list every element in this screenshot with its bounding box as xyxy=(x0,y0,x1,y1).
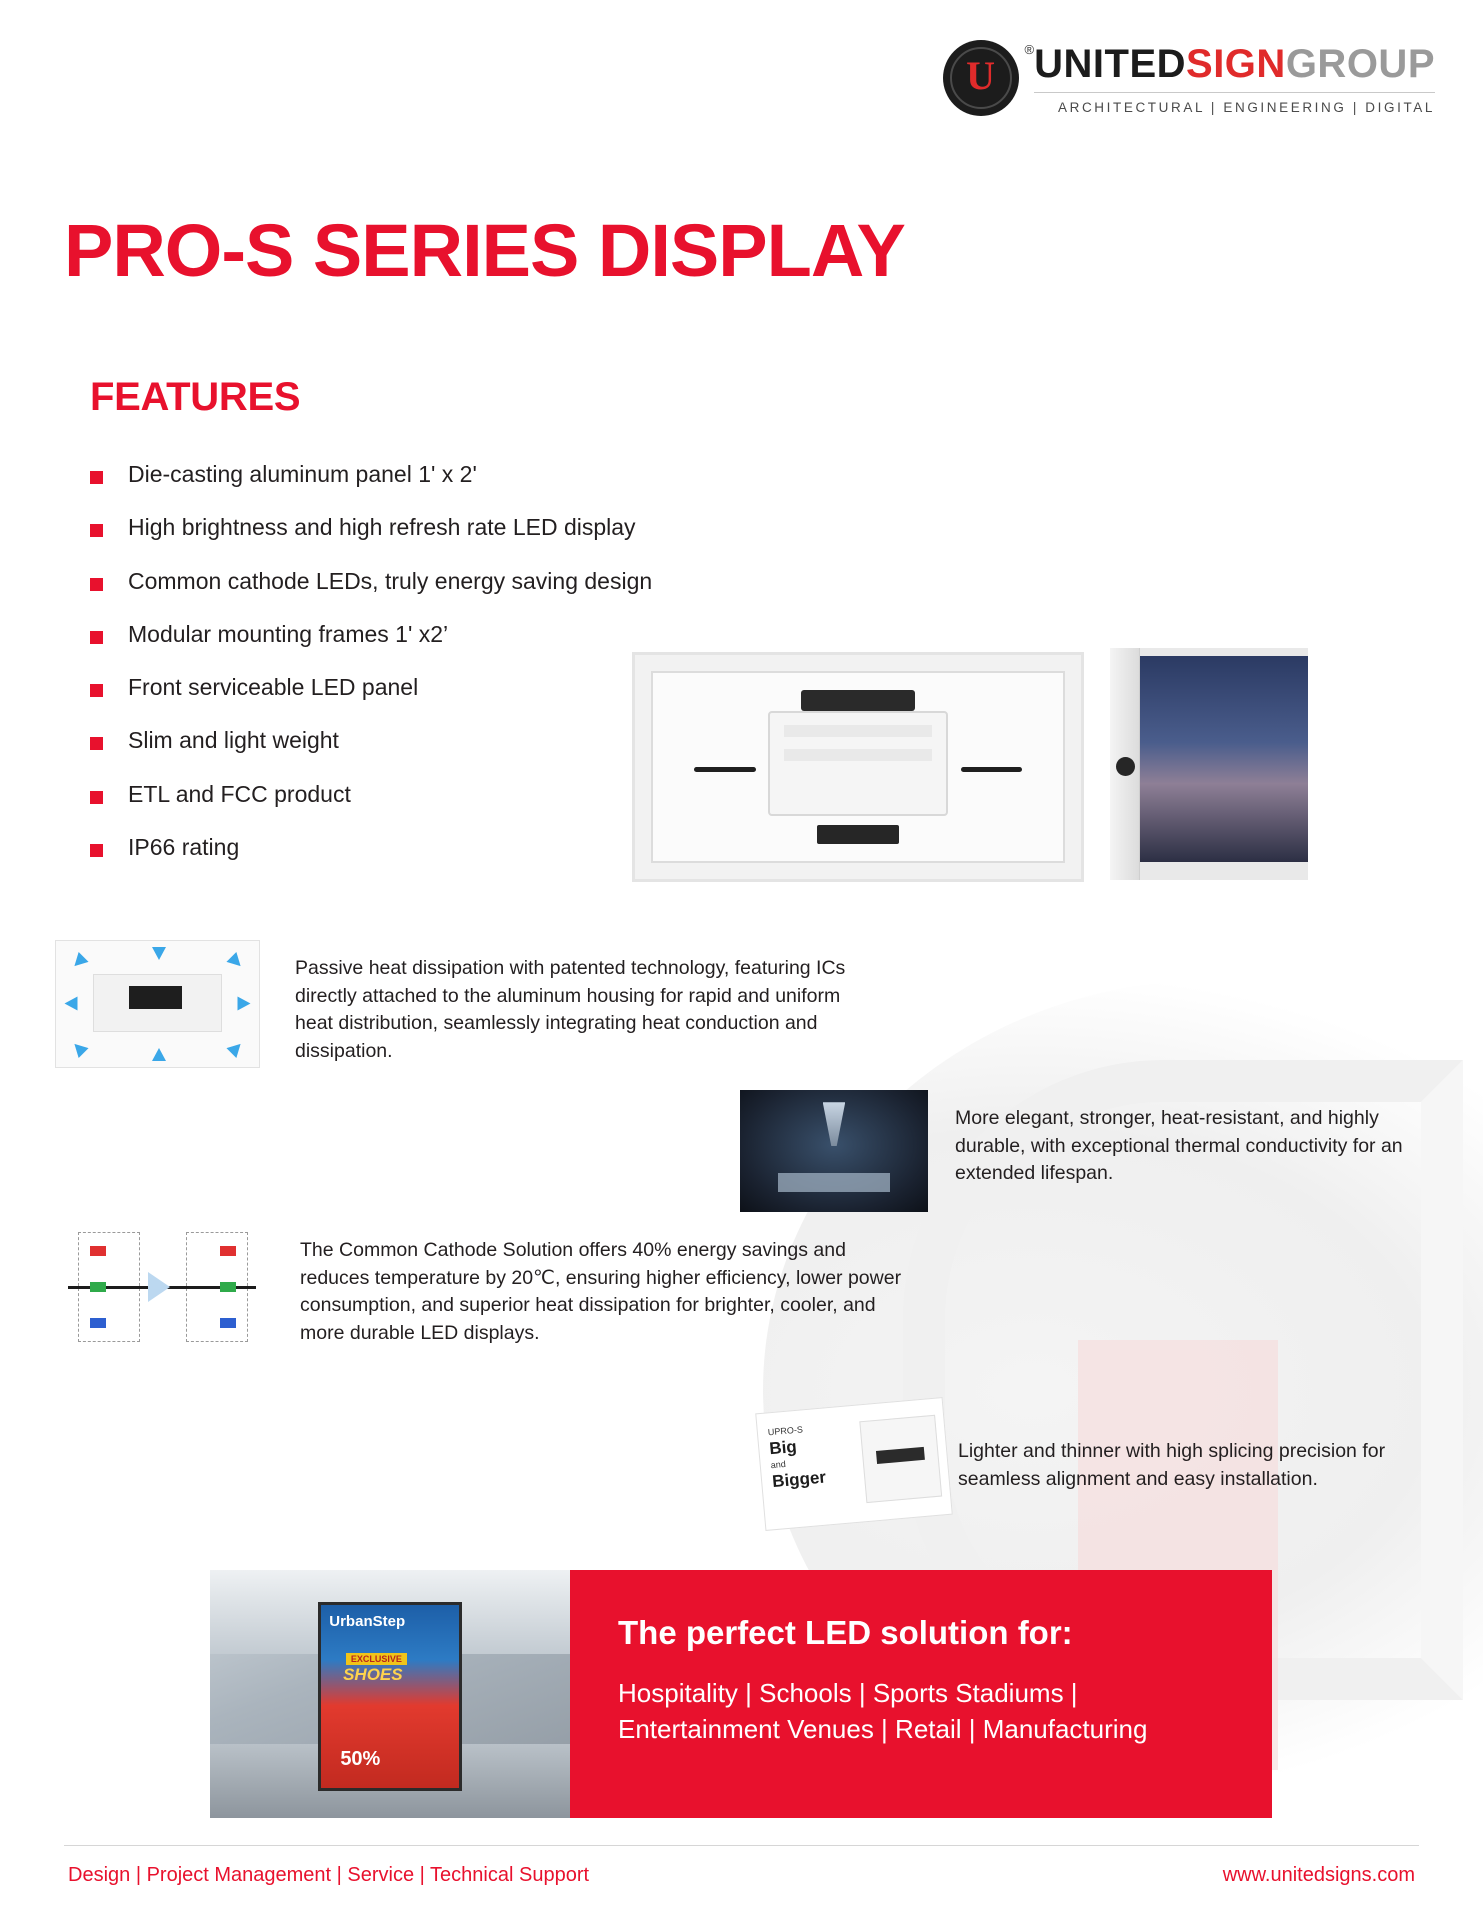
aluminum-plate xyxy=(778,1173,891,1193)
brand-header xyxy=(943,40,1435,116)
square-bullet-icon xyxy=(90,791,103,804)
panel-mount-point xyxy=(1116,757,1135,776)
heat-arrow-icon xyxy=(65,997,78,1011)
brand-tagline: ARCHITECTURAL | ENGINEERING | DIGITAL xyxy=(1034,92,1435,115)
list-item xyxy=(90,782,652,807)
heat-dissipation-description: Passive heat dissipation with patented technology, featuring ICs directly attached to the aluminum housing for rapid and uniform heat distribution, seamlessly integrating heat conduction and dissipation. xyxy=(295,957,846,1063)
feature-label: Die-casting aluminum panel 1' x 2' xyxy=(128,461,477,487)
square-bullet-icon xyxy=(90,578,103,591)
ad-brand-label: UrbanStep xyxy=(329,1612,406,1630)
solution-banner xyxy=(210,1570,1272,1818)
heat-arrow-icon xyxy=(226,1039,245,1058)
common-cathode-diagram xyxy=(68,1232,256,1342)
splicing-precision-photo xyxy=(755,1397,953,1531)
splice-label-and: and xyxy=(770,1458,787,1470)
panel-receiving-card xyxy=(801,690,916,711)
feature-label: ETL and FCC product xyxy=(128,780,351,807)
thermal-conductivity-description: More elegant, stronger, heat-resistant, and highly durable, with exceptional thermal conductivity for an extended lifespan. xyxy=(955,1107,1403,1185)
splice-label-small: UPRO-S xyxy=(767,1424,804,1438)
brand-name-part1: UNITED xyxy=(1034,42,1187,86)
panel-cable-right xyxy=(961,767,1023,772)
feature-label: Front serviceable LED panel xyxy=(128,674,419,701)
list-item xyxy=(90,462,652,487)
splicing-description: Lighter and thinner with high splicing precision for seamless alignment and easy installation. xyxy=(958,1440,1386,1490)
feature-label: Slim and light weight xyxy=(128,727,339,754)
page-title: PRO-S SERIES DISPLAY xyxy=(64,209,905,292)
solution-line-1: Hospitality | Schools | Sports Stadiums | xyxy=(618,1678,1078,1708)
led-red-icon xyxy=(220,1246,236,1256)
led-green-icon xyxy=(90,1282,106,1292)
feature-label: High brightness and high refresh rate LED display xyxy=(128,514,636,541)
feature-label: Common cathode LEDs, truly energy saving design xyxy=(128,567,653,594)
led-green-icon xyxy=(220,1282,236,1292)
heat-chip xyxy=(129,986,182,1009)
splice-label-big2: Bigger xyxy=(771,1467,827,1491)
splice-panel-rear xyxy=(859,1415,942,1503)
led-panel-rear-photo xyxy=(632,652,1084,882)
footer-divider xyxy=(64,1845,1419,1846)
list-item xyxy=(90,622,652,647)
square-bullet-icon xyxy=(90,844,103,857)
footer-website[interactable]: www.unitedsigns.com xyxy=(1222,1864,1415,1886)
brand-text xyxy=(1034,40,1435,115)
panel-cable-left xyxy=(694,767,756,772)
heat-arrow-icon xyxy=(69,952,88,971)
square-bullet-icon xyxy=(90,631,103,644)
solution-heading: The perfect LED solution for: xyxy=(618,1614,1073,1651)
features-heading: FEATURES xyxy=(90,375,301,419)
list-item xyxy=(90,515,652,540)
list-item xyxy=(90,835,652,860)
mall-led-screen xyxy=(318,1602,462,1790)
brand-name-part3: GROUP xyxy=(1285,42,1435,86)
features-list xyxy=(90,462,652,888)
logo-mark-icon xyxy=(943,40,1019,116)
cathode-arrow-icon xyxy=(148,1272,170,1302)
led-panel-angle-photo xyxy=(1110,648,1308,880)
heat-arrow-icon xyxy=(152,1048,166,1061)
led-red-icon xyxy=(90,1246,106,1256)
splice-label-big1: Big xyxy=(768,1437,798,1459)
common-cathode-description: The Common Cathode Solution offers 40% energy savings and reduces temperature by 20℃, ensuring higher efficiency, lower power consumption, and superior heat dissipation for brighter, cooler, and more durable LED displays. xyxy=(300,1239,902,1345)
footer-services: Design | Project Management | Service | Technical Support xyxy=(68,1864,590,1886)
heat-arrow-icon xyxy=(152,947,166,960)
feature-label: IP66 rating xyxy=(128,834,240,861)
registered-trademark-icon: ® xyxy=(1024,42,1035,57)
heat-arrow-icon xyxy=(238,997,251,1011)
splice-photo-label xyxy=(767,1423,826,1492)
heat-arrow-icon xyxy=(226,952,245,971)
panel-connector-block xyxy=(817,825,899,844)
thermal-conductivity-photo xyxy=(740,1090,928,1212)
ad-tag-label: EXCLUSIVE xyxy=(346,1653,407,1665)
mall-installation-photo xyxy=(210,1570,570,1818)
solution-banner-text xyxy=(570,1570,1272,1818)
led-blue-icon xyxy=(220,1318,236,1328)
square-bullet-icon xyxy=(90,524,103,537)
panel-power-module xyxy=(768,711,948,816)
ad-discount-label: 50% xyxy=(340,1748,381,1771)
brand-name-part2: SIGN xyxy=(1186,42,1286,86)
list-item xyxy=(90,728,652,753)
square-bullet-icon xyxy=(90,471,103,484)
machining-tool xyxy=(823,1102,846,1146)
ad-headline-label: SHOES xyxy=(343,1665,403,1685)
heat-arrow-icon xyxy=(69,1039,88,1058)
list-item xyxy=(90,675,652,700)
square-bullet-icon xyxy=(90,737,103,750)
brand-name xyxy=(1034,44,1435,84)
solution-line-2: Entertainment Venues | Retail | Manufacturing xyxy=(618,1713,1148,1744)
list-item xyxy=(90,569,652,594)
feature-label: Modular mounting frames 1' x2’ xyxy=(128,620,449,647)
heat-dissipation-diagram xyxy=(55,940,260,1068)
led-blue-icon xyxy=(90,1318,106,1328)
panel-inner-frame xyxy=(651,671,1065,863)
square-bullet-icon xyxy=(90,684,103,697)
logo-letter: U xyxy=(966,53,995,98)
panel-display-content xyxy=(1140,656,1308,862)
